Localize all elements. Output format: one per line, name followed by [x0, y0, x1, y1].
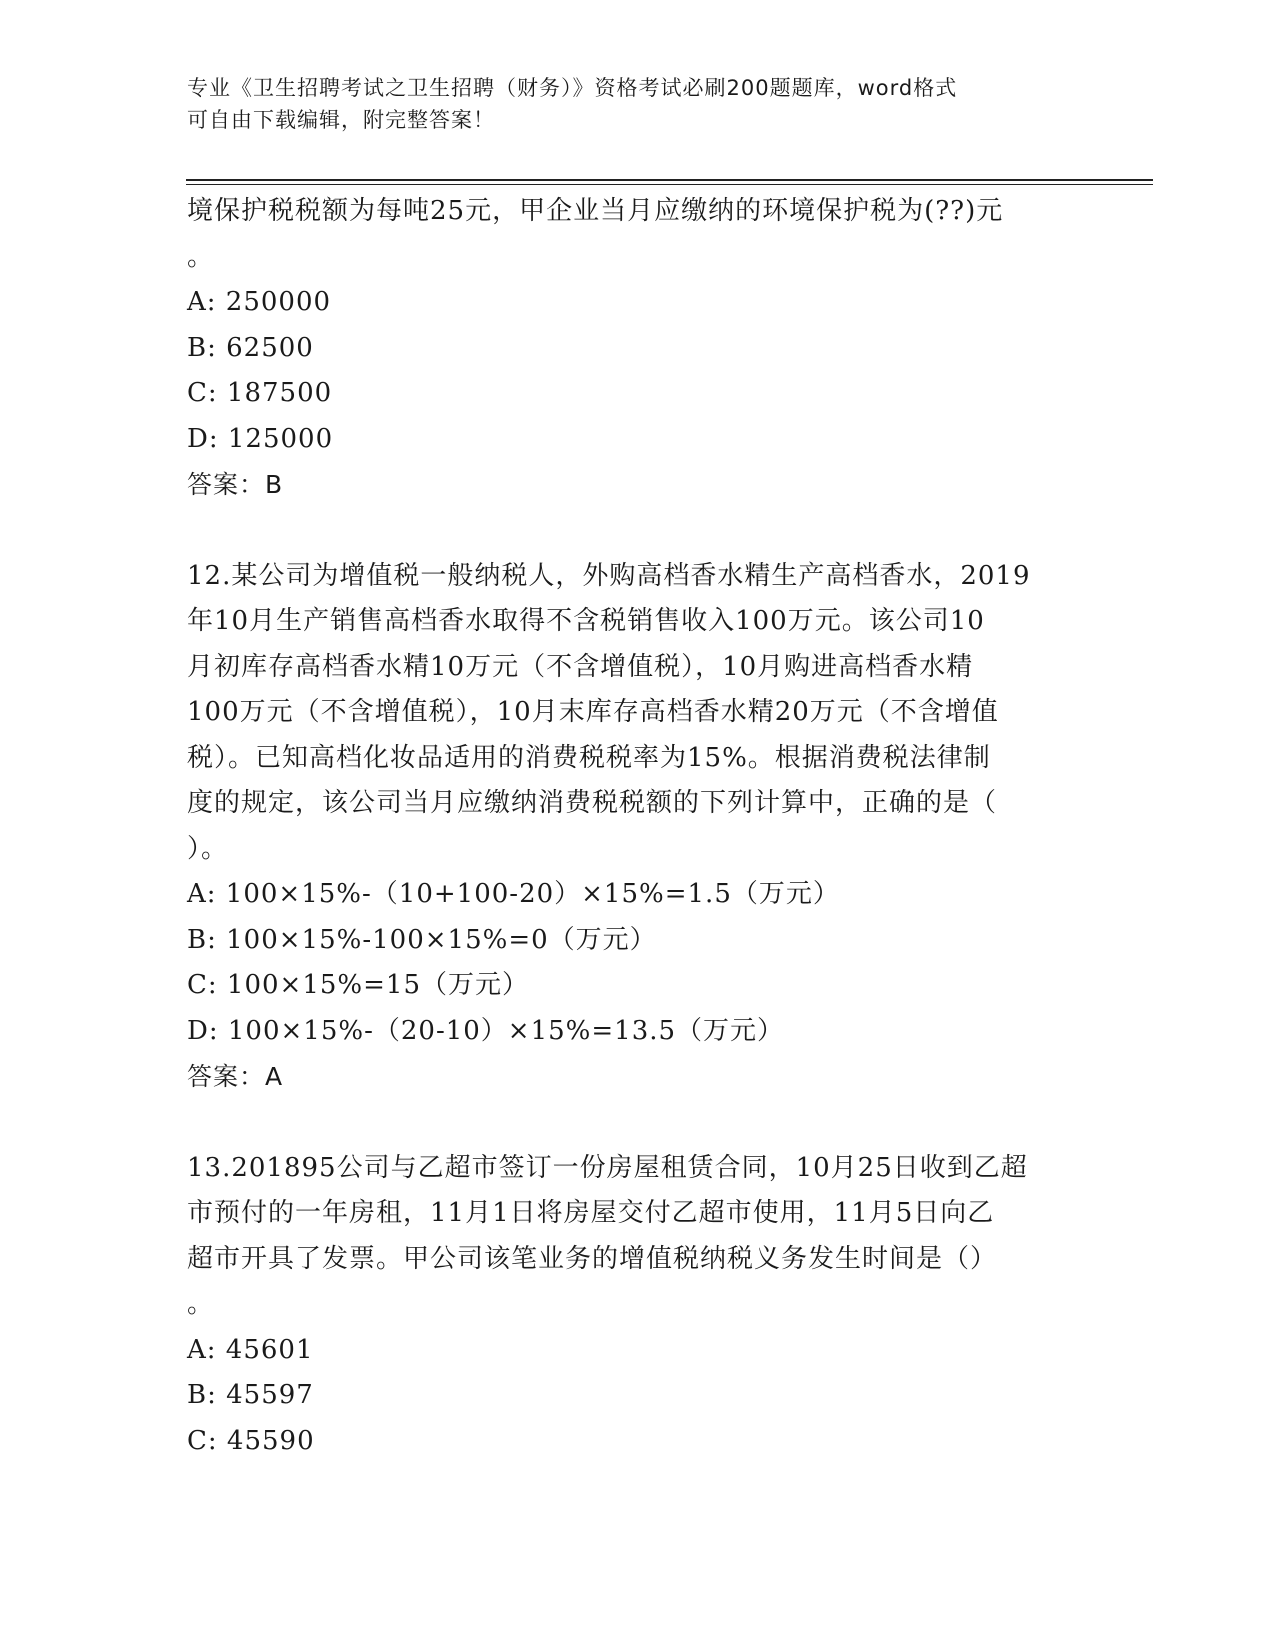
option-a: A: 100×15%-（10+100-20）×15%=1.5（万元）: [187, 879, 840, 909]
question-stem-line: 税）。已知高档化妆品适用的消费税税率为15%。根据消费税法律制: [187, 742, 991, 773]
question-stem-line: 度的规定，该公司当月应缴纳消费税税额的下列计算中，正确的是（: [187, 788, 998, 818]
document-body: [187, 189, 1107, 1464]
question-stem-line: 境保护税税额为每吨25元，甲企业当月应缴纳的环境保护税为(??)元: [187, 196, 1004, 226]
header-divider: [186, 179, 1153, 181]
question-stem-line: 13.201895公司与乙超市签订一份房屋租赁合同，10月25日收到乙超: [187, 1152, 1028, 1183]
option-b: B: 100×15%-100×15%=0（万元）: [187, 924, 657, 955]
option-b: B: 45597: [187, 1380, 314, 1410]
answer-label: 答案：A: [187, 1062, 284, 1091]
option-b: B: 62500: [187, 332, 314, 363]
question-13: [187, 1146, 1107, 1465]
option-d: D: 100×15%-（20-10）×15%=13.5（万元）: [187, 1015, 785, 1046]
question-stem-line: 12.某公司为增值税一般纳税人，外购高档香水精生产高档香水，2019: [187, 560, 1031, 591]
question-stem-line: 。: [187, 241, 215, 272]
question-stem-line: 。: [187, 1289, 215, 1319]
spacer: [187, 508, 1107, 554]
option-c: C: 100×15%=15（万元）: [187, 970, 529, 1000]
question-11: [187, 189, 1107, 508]
option-d: D: 125000: [187, 423, 334, 454]
option-a: A: 45601: [187, 1334, 314, 1365]
spacer: [187, 1100, 1107, 1146]
header-line-1: 专业《卫生招聘考试之卫生招聘（财务）》资格考试必刷200题题库，word格式: [187, 76, 958, 100]
question-stem-line: 超市开具了发票。甲公司该笔业务的增值税纳税义务发生时间是（）: [187, 1243, 998, 1274]
question-stem-line: 100万元（不含增值税），10月末库存高档香水精20万元（不含增值: [187, 697, 999, 727]
header-line-2: 可自由下载编辑，附完整答案！: [187, 108, 495, 132]
question-stem-line: 年10月生产销售高档香水取得不含税销售收入100万元。该公司10: [187, 606, 985, 636]
page-header: [187, 72, 1067, 136]
option-a: A: 250000: [187, 287, 332, 317]
question-stem-line: 月初库存高档香水精10万元（不含增值税），10月购进高档香水精: [187, 651, 974, 682]
question-stem-line: ）。: [187, 833, 229, 864]
question-12: [187, 554, 1107, 1100]
answer-label: 答案：B: [187, 470, 284, 499]
question-stem-line: 市预付的一年房租，11月1日将房屋交付乙超市使用，11月5日向乙: [187, 1198, 995, 1228]
option-c: C: 187500: [187, 378, 333, 408]
option-c: C: 45590: [187, 1425, 315, 1456]
header-divider-thin: [186, 184, 1153, 185]
